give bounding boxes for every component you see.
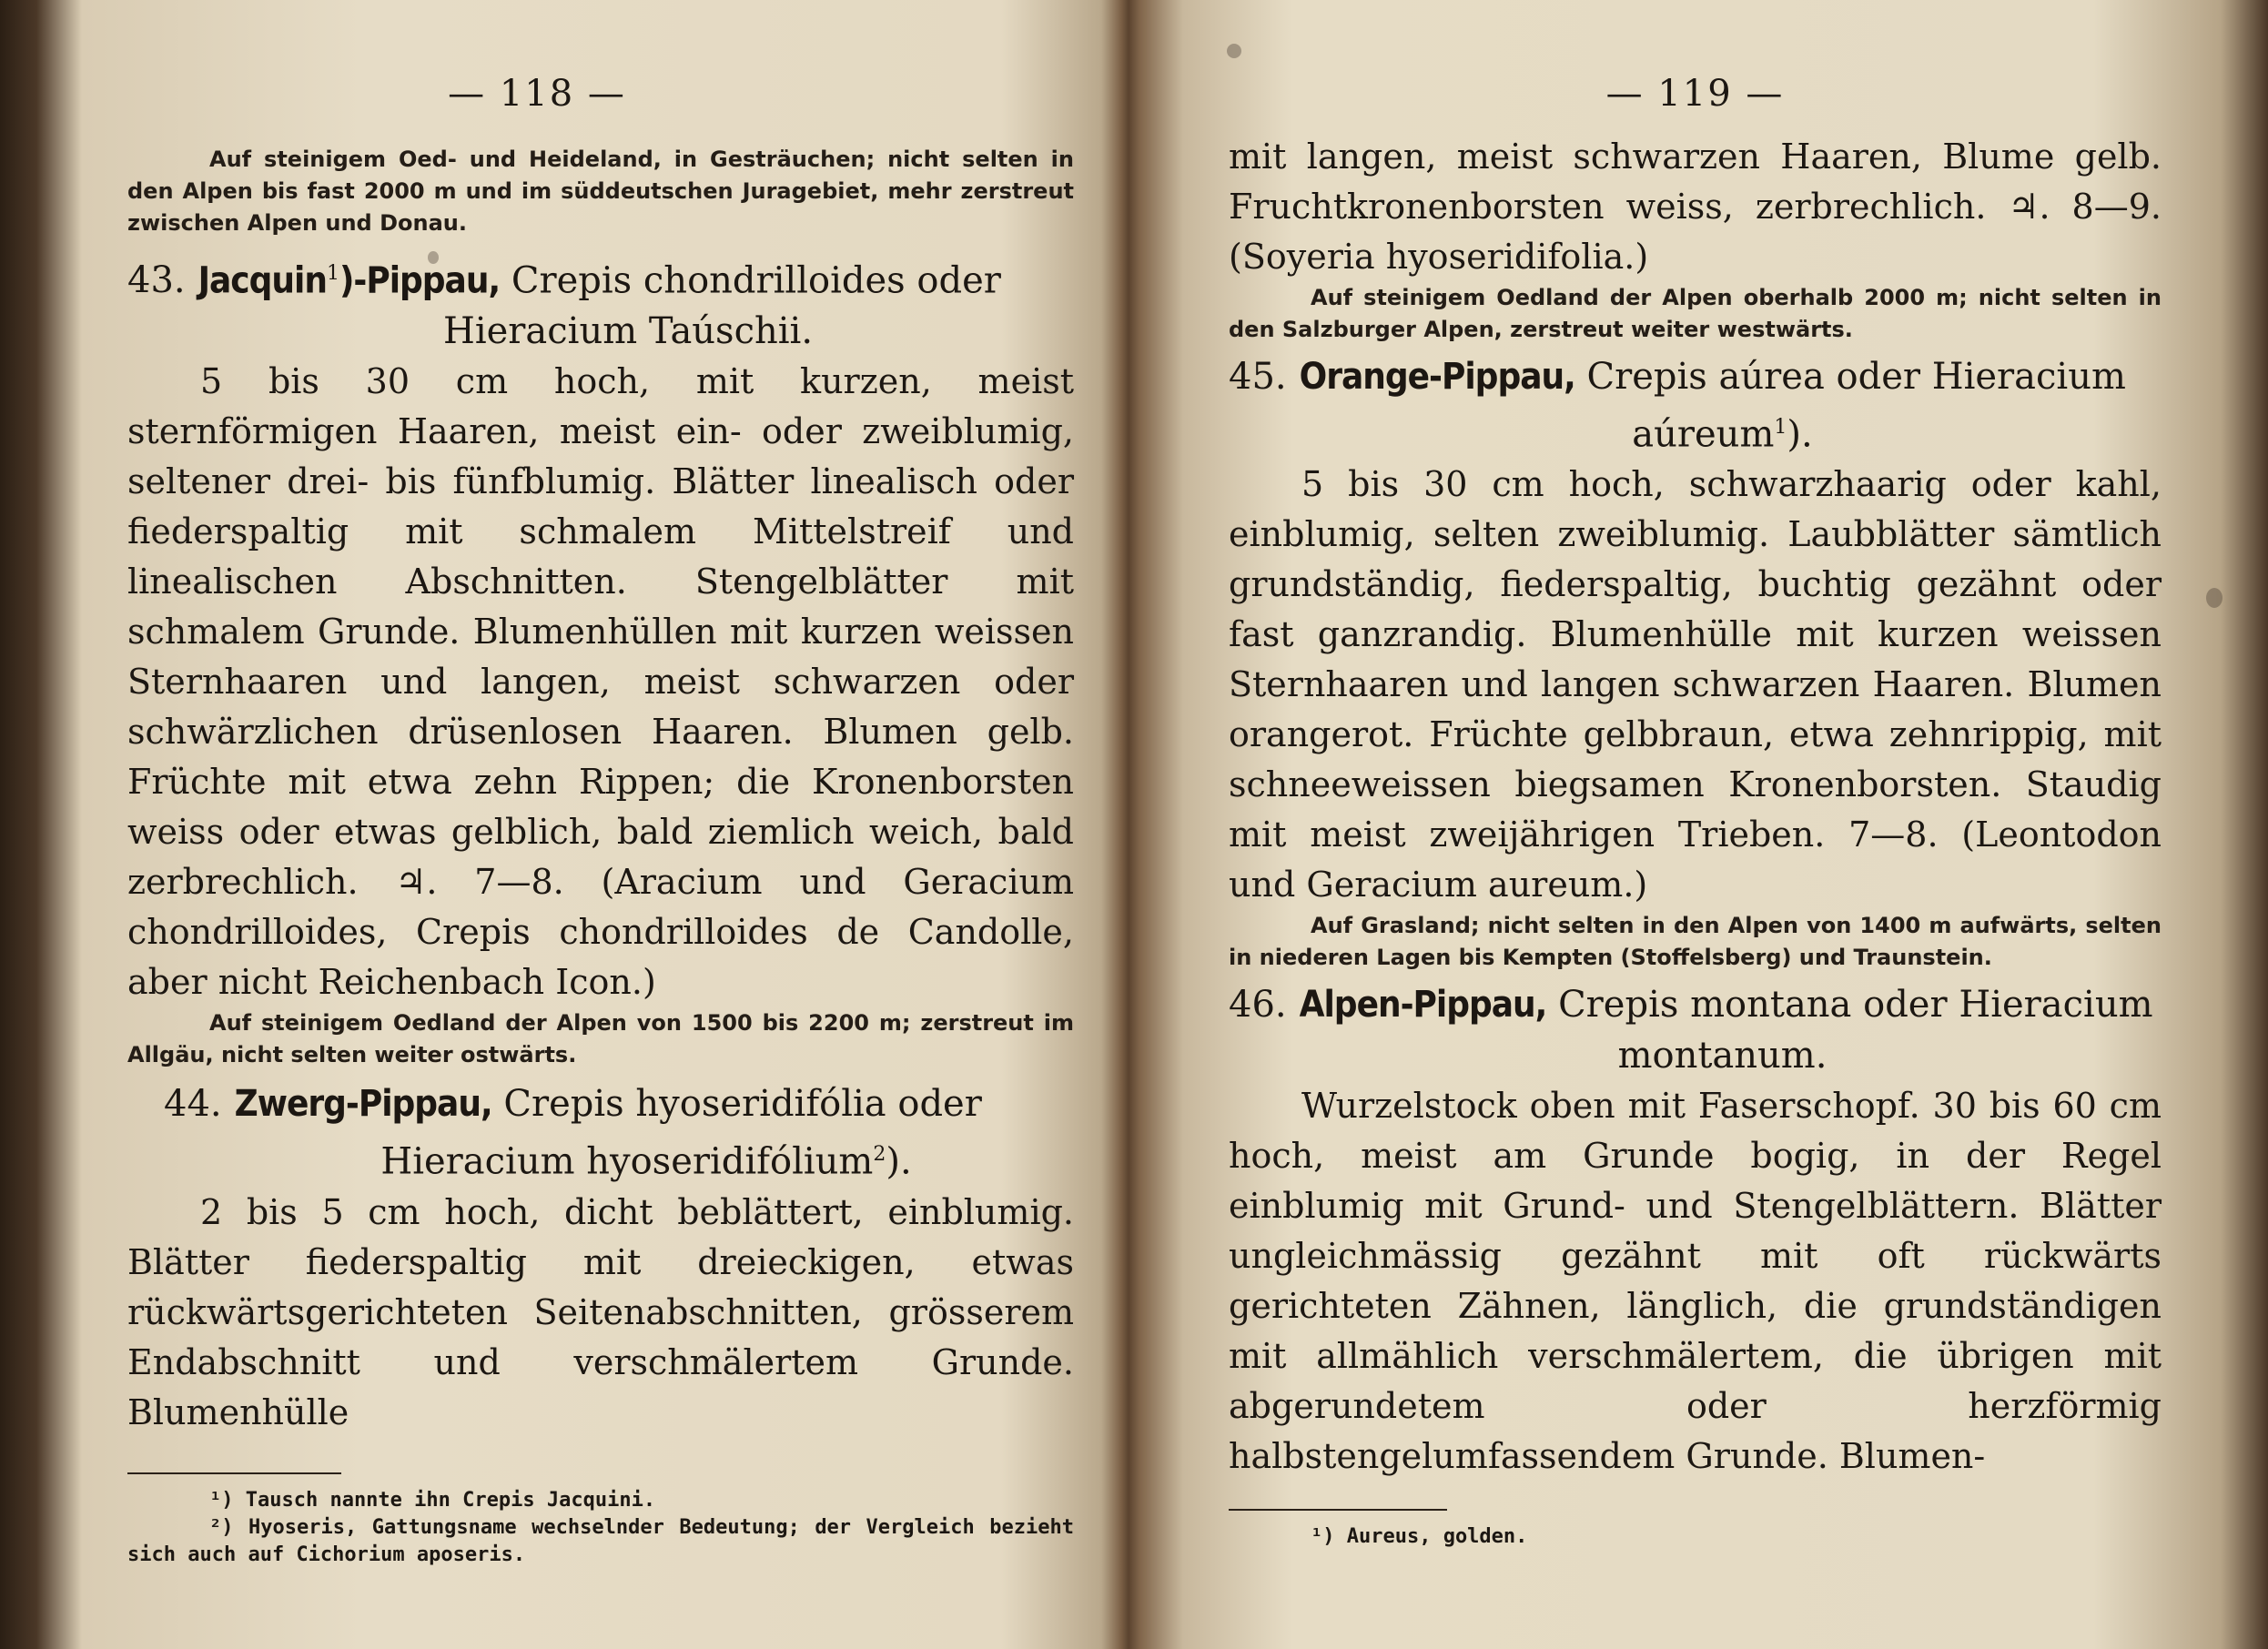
latin-name-text: aúreum: [1632, 413, 1775, 456]
paper-stain: [1227, 44, 1241, 58]
entry-44-heading: [127, 1078, 1074, 1187]
entry-45-habitat: Auf Grasland; nicht selten in den Alpen von 1400 m aufwärts, selten in niederen Lagen bis Kempten (Stoffelsberg) und Traunstein.: [1229, 913, 2162, 971]
latin-name-suffix: ).: [886, 1140, 912, 1183]
entry-number: 44.: [164, 1083, 222, 1126]
entry-name: Zwerg-Pippau,: [234, 1083, 492, 1126]
entry-name: Jacquin: [197, 259, 327, 302]
entry-44-description: 2 bis 5 cm hoch, dicht beblättert, einblumig. Blätter fiederspaltig mit dreieckigen, etwas rückwärtsgerichteten Seitenabschnitten, grösserem Endabschnitt und verschmälertem Grunde. Blumenhülle: [127, 1191, 1074, 1432]
latin-name-line1: Crepis hyoseridifólia oder: [503, 1083, 982, 1126]
entry-number: 46.: [1229, 984, 1287, 1027]
entry-45-description: 5 bis 30 cm hoch, schwarzhaarig oder kahl, einblumig, selten zweiblumig. Laubblätter sämtlich grundständig, fiederspaltig, buchtig gezähnt oder fast ganzrandig. Blumenhülle mit kurzen weissen Sternhaaren und langen schwarzen Haaren. Blumen orangerot. Früchte gelbbraun, etwa zehnrippig, mit schneeweissen biegsamen Kronenborsten. Staudig mit meist zweijährigen Trieben. 7—8. (Leontodon und Geracium aureum.): [1229, 464, 2162, 905]
latin-name-line1: Crepis chondrilloides oder: [511, 259, 1001, 302]
entry-number: 45.: [1229, 356, 1287, 398]
latin-name-line2: [164, 1129, 1074, 1187]
entry-name-suffix: )-Pippau,: [339, 259, 501, 302]
left-page-content: [127, 144, 1074, 1569]
entry-44-continuation: mit langen, meist schwarzen Haaren, Blume gelb. Fruchtkronenborsten weiss, zerbrechlich. ♃. 8—9. (Soyeria hyoseridifolia.): [1229, 137, 2162, 277]
entry-43-habitat: Auf steinigem Oedland der Alpen von 1500 bis 2200 m; zerstreut im Allgäu, nicht selten weiter ostwärts.: [127, 1010, 1074, 1068]
entry-name: Alpen-Pippau,: [1299, 984, 1547, 1027]
latin-name-line2: Hieracium Taúschii.: [442, 310, 814, 353]
footnote-ref: 1: [326, 262, 339, 285]
latin-name-line2: [1229, 402, 2162, 460]
paper-stain: [2206, 588, 2222, 608]
entry-number: 43.: [127, 259, 186, 302]
footnote-2: ²) Hyoseris, Gattungsname wechselnder Bedeutung; der Vergleich bezieht sich auch auf Cichorium aposeris.: [127, 1515, 1074, 1566]
footnote-ref: 1: [1774, 416, 1787, 439]
entry-45-heading: [1229, 351, 2162, 460]
entry-44-habitat: Auf steinigem Oedland der Alpen oberhalb 2000 m; nicht selten in den Salzburger Alpen, zerstreut weiter westwärts.: [1229, 285, 2162, 342]
top-habitat-note: Auf steinigem Oed- und Heideland, in Gesträuchen; nicht selten in den Alpen bis fast 2000 m und im süddeutschen Juragebiet, mehr zerstreut zwischen Alpen und Donau.: [127, 147, 1074, 236]
page-number-118: — 118 —: [448, 73, 626, 115]
footnote-ref: 2: [873, 1143, 886, 1167]
footnote-1: ¹) Aureus, golden.: [1311, 1525, 1528, 1549]
footnote-1: ¹) Tausch nannte ihn Crepis Jacquini.: [209, 1488, 656, 1512]
latin-name-suffix: ).: [1787, 413, 1813, 456]
right-page-content: [1229, 132, 2162, 1551]
entry-43-heading: [127, 248, 1074, 357]
footnote-rule: [127, 1472, 341, 1474]
footnote-rule: [1229, 1509, 1447, 1511]
entry-46-description: Wurzelstock oben mit Faserschopf. 30 bis 60 cm hoch, meist am Grunde bogig, in der Regel einblumig mit Grund- und Stengelblättern. Blätter ungleichmässig gezähnt mit oft rückwärts gerichteten Zähnen, länglich, die grundständigen mit allmählich verschmälertem, die übrigen mit abgerundetem oder herzförmig halbstengelumfassendem Grunde. Blumen-: [1229, 1086, 2162, 1477]
latin-name-text: Hieracium hyoseridifólium: [380, 1140, 874, 1183]
left-page: [127, 0, 1074, 1649]
paper-stain: [428, 251, 439, 264]
right-page: [1229, 0, 2162, 1649]
latin-name-line1: Crepis montana oder Hieracium: [1558, 984, 2153, 1027]
entry-name: Orange-Pippau,: [1299, 356, 1575, 398]
entry-46-heading: [1229, 979, 2162, 1081]
entry-43-description: 5 bis 30 cm hoch, mit kurzen, meist sternförmigen Haaren, meist ein- oder zweiblumig, seltener drei- bis fünfblumig. Blätter linealisch oder fiederspaltig mit schmalem Mittelstreif und linealischen Abschnitten. Stengelblätter mit schmalem Grunde. Blumenhüllen mit kurzen weissen Sternhaaren und langen, meist schwarzen oder schwärzlichen drüsenlosen Haaren. Blumen gelb. Früchte mit etwa zehn Rippen; die Kronenborsten weiss oder etwas gelblich, bald ziemlich weich, bald zerbrechlich. ♃. 7—8. (Aracium und Geracium chondrilloides, Crepis chondrilloides de Candolle, aber nicht Reichenbach Icon.): [127, 361, 1074, 1003]
latin-name-line2: montanum.: [1617, 1035, 1828, 1077]
page-number-119: — 119 —: [1605, 73, 1785, 115]
latin-name-line1: Crepis aúrea oder Hieracium: [1586, 356, 2126, 398]
